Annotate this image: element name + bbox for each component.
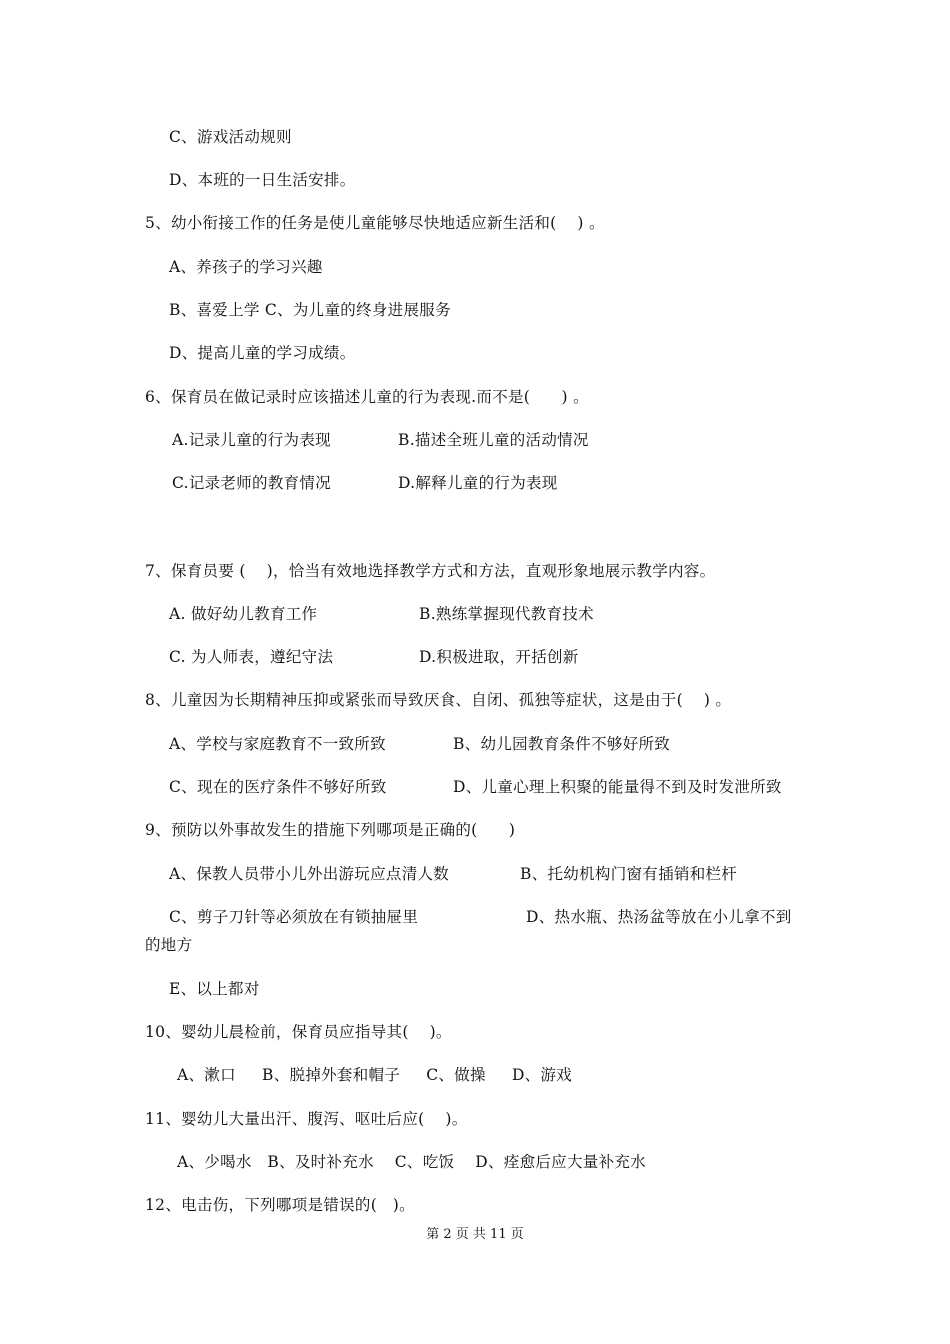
q9-option-a: A、保教人员带小儿外出游玩应点清人数 [169,865,450,883]
q7-option-a: A. 做好幼儿教育工作 [169,605,318,623]
q11-options: A、少喝水 B、及时补充水 C、吃饭 D、痊愈后应大量补充水 [177,1153,646,1171]
q10-options: A、漱口 B、脱掉外套和帽子 C、做操 D、游戏 [177,1066,573,1084]
q7-option-b: B.熟练掌握现代教育技术 [419,605,594,623]
q8-option-c: C、现在的医疗条件不够好所致 [169,778,387,796]
question-12: 12、电击伤，下列哪项是错误的( )。 [145,1196,415,1214]
question-9: 9、预防以外事故发生的措施下列哪项是正确的( ) [145,821,516,839]
q6-option-b: B.描述全班儿童的活动情况 [398,431,589,449]
question-10: 10、婴幼儿晨检前，保育员应指导其( )。 [145,1023,452,1041]
q9-option-e: E、以上都对 [169,980,260,998]
q5-option-d: D、提高儿童的学习成绩。 [169,344,356,362]
q6-option-c: C.记录老师的教育情况 [172,474,332,492]
question-8: 8、儿童因为长期精神压抑或紧张而导致厌食、自闭、孤独等症状，这是由于( ) 。 [145,691,732,709]
q6-option-a: A.记录儿童的行为表现 [172,431,331,449]
q9-option-d-cont: 的地方 [145,936,193,954]
q8-option-d: D、儿童心理上积聚的能量得不到及时发泄所致 [453,778,782,796]
q5-option-a: A、养孩子的学习兴趣 [169,258,323,276]
q9-option-c: C、剪子刀针等必须放在有锁抽屉里 [169,908,419,926]
question-11: 11、婴幼儿大量出汗、腹泻、呕吐后应( )。 [145,1110,468,1128]
q7-option-c: C. 为人师表，遵纪守法 [169,648,334,666]
q6-option-d: D.解释儿童的行为表现 [398,474,558,492]
q8-option-b: B、幼儿园教育条件不够好所致 [453,735,671,753]
question-6: 6、保育员在做记录时应该描述儿童的行为表现.而不是( ) 。 [145,388,589,406]
q7-option-d: D.积极进取，开括创新 [419,648,579,666]
question-5: 5、幼小衔接工作的任务是使儿童能够尽快地适应新生活和( ) 。 [145,214,605,232]
question-7: 7、保育员要 ( )，恰当有效地选择教学方式和方法，直观形象地展示教学内容。 [145,562,716,580]
page-footer: 第 2 页 共 11 页 [426,1227,524,1242]
q5-option-bc: B、喜爱上学 C、为儿童的终身进展服务 [169,301,451,319]
q9-option-d: D、热水瓶、热汤盆等放在小儿拿不到 [526,908,792,926]
option-c: C、游戏活动规则 [169,128,292,146]
q9-option-b: B、托幼机构门窗有插销和栏杆 [520,865,738,883]
q8-option-a: A、学校与家庭教育不一致所致 [169,735,386,753]
option-d: D、本班的一日生活安排。 [169,171,356,189]
